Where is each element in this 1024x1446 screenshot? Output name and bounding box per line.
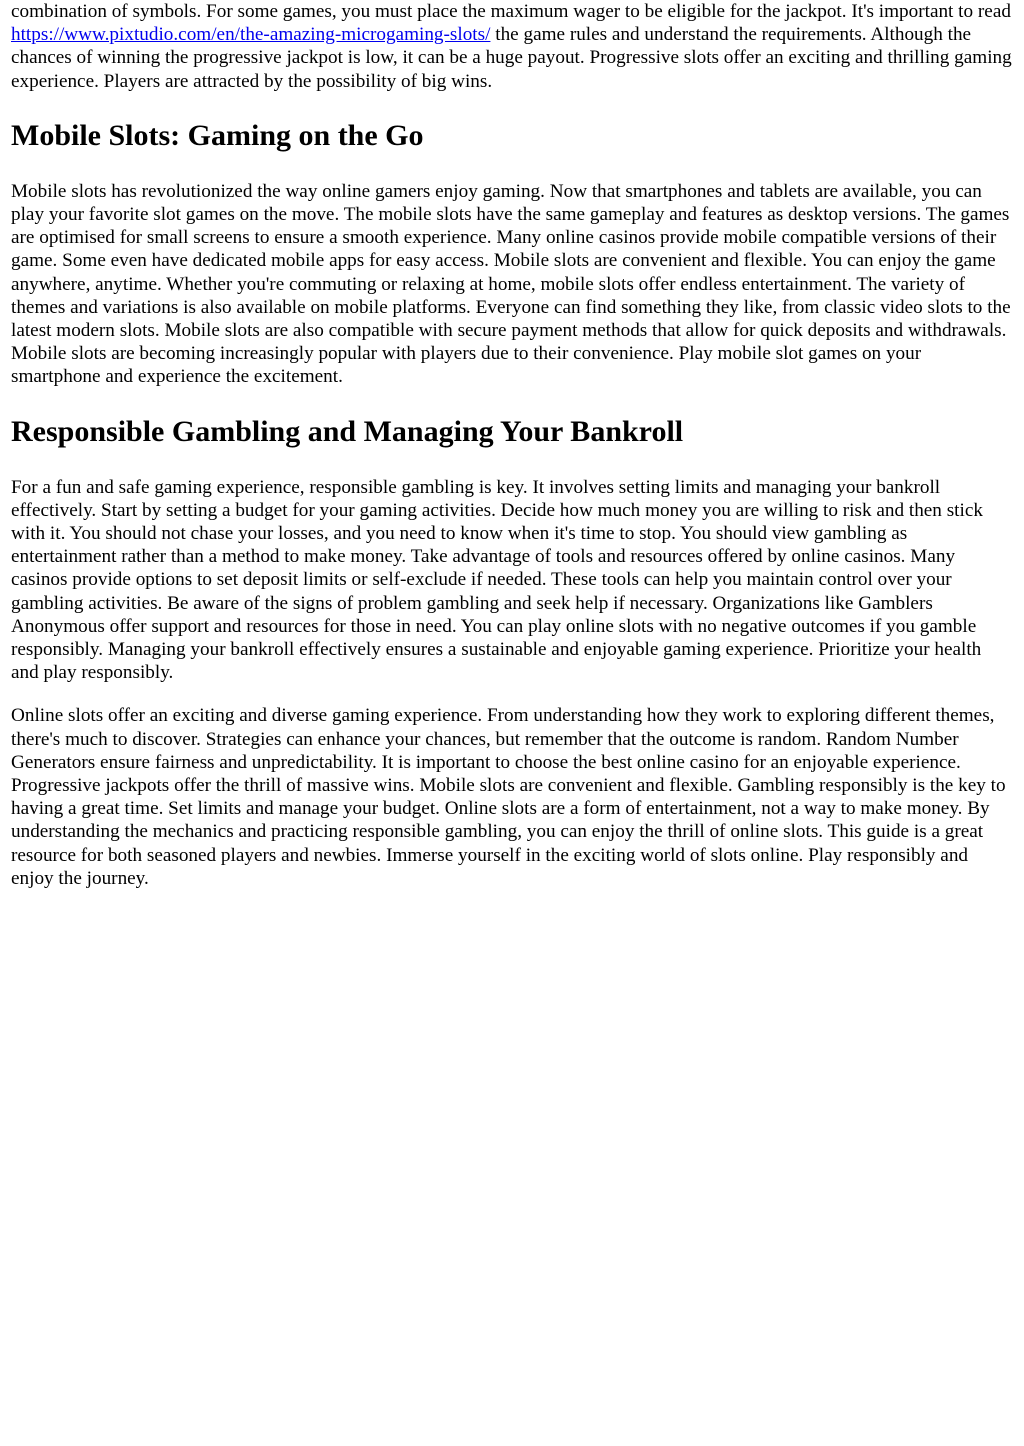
intro-text-before-link: combination of symbols. For some games, you must place the maximum wager to be eligible for the jackpot. It's important to read [11, 1, 1011, 22]
section-heading-mobile-slots: Mobile Slots: Gaming on the Go [11, 118, 424, 152]
paragraph-mobile-slots: Mobile slots has revolutionized the way online gamers enjoy gaming. Now that smartphones and tablets are available, you can play your favorite slot games on the move. The mobile slots have the same gameplay and features as desktop versions. The games are optimised for small screens to ensure a smooth experience. Many online casinos provide mobile compatible versions of their game. Some even have dedicated mobile apps for easy access. Mobile slots are convenient and flexible. You can enjoy the game anywhere, anytime. Whether you're commuting or relaxing at home, mobile slots offer endless entertainment. The variety of themes and variations is also available on mobile platforms. Everyone can find something they like, from classic video slots to the latest modern slots. Mobile slots are also compatible with secure payment methods that allow for quick deposits and withdrawals. Mobile slots are becoming increasingly popular with players due to their convenience. Play mobile slot games on your smartphone and experience the excitement. [11, 180, 1011, 388]
intro-paragraph [11, 0, 1013, 93]
paragraph-conclusion: Online slots offer an exciting and diverse gaming experience. From understanding how they work to exploring different themes, there's much to discover. Strategies can enhance your chances, but remember that the outcome is random. Random Number Generators ensure fairness and unpredictability. It is important to choose the best online casino for an enjoyable experience. Progressive jackpots offer the thrill of massive wins. Mobile slots are convenient and flexible. Gambling responsibly is the key to having a great time. Set limits and manage your budget. Online slots are a form of entertainment, not a way to make money. By understanding the mechanics and practicing responsible gambling, you can enjoy the thrill of online slots. This guide is a great resource for both seasoned players and newbies. Immerse yourself in the exciting world of slots online. Play responsibly and enjoy the journey. [11, 705, 1006, 889]
section-heading-responsible-gambling: Responsible Gambling and Managing Your Bankroll [11, 414, 684, 448]
pixtudio-link[interactable]: https://www.pixtudio.com/en/the-amazing-microgaming-slots/ [11, 24, 491, 46]
intro-text-after-link: the game rules and understand the requirements. Although the chances of winning the progressive jackpot is low, it can be a huge payout. Progressive slots offer an exciting and thrilling gaming experience. Players are attracted by the possibility of big wins. [11, 24, 1012, 92]
paragraph-responsible-gambling: For a fun and safe gaming experience, responsible gambling is key. It involves setting limits and managing your bankroll effectively. Start by setting a budget for your gaming activities. Decide how much money you are willing to risk and then stick with it. You should not chase your losses, and you need to know when it's time to stop. You should view gambling as entertainment rather than a method to make money. Take advantage of tools and resources offered by online casinos. Many casinos provide options to set deposit limits or self-exclude if needed. These tools can help you maintain control over your gambling activities. Be aware of the signs of problem gambling and seek help if necessary. Organizations like Gamblers Anonymous offer support and resources for those in need. You can play online slots with no negative outcomes if you gamble responsibly. Managing your bankroll effectively ensures a sustainable and enjoyable gaming experience. Prioritize your health and play responsibly. [11, 476, 983, 684]
